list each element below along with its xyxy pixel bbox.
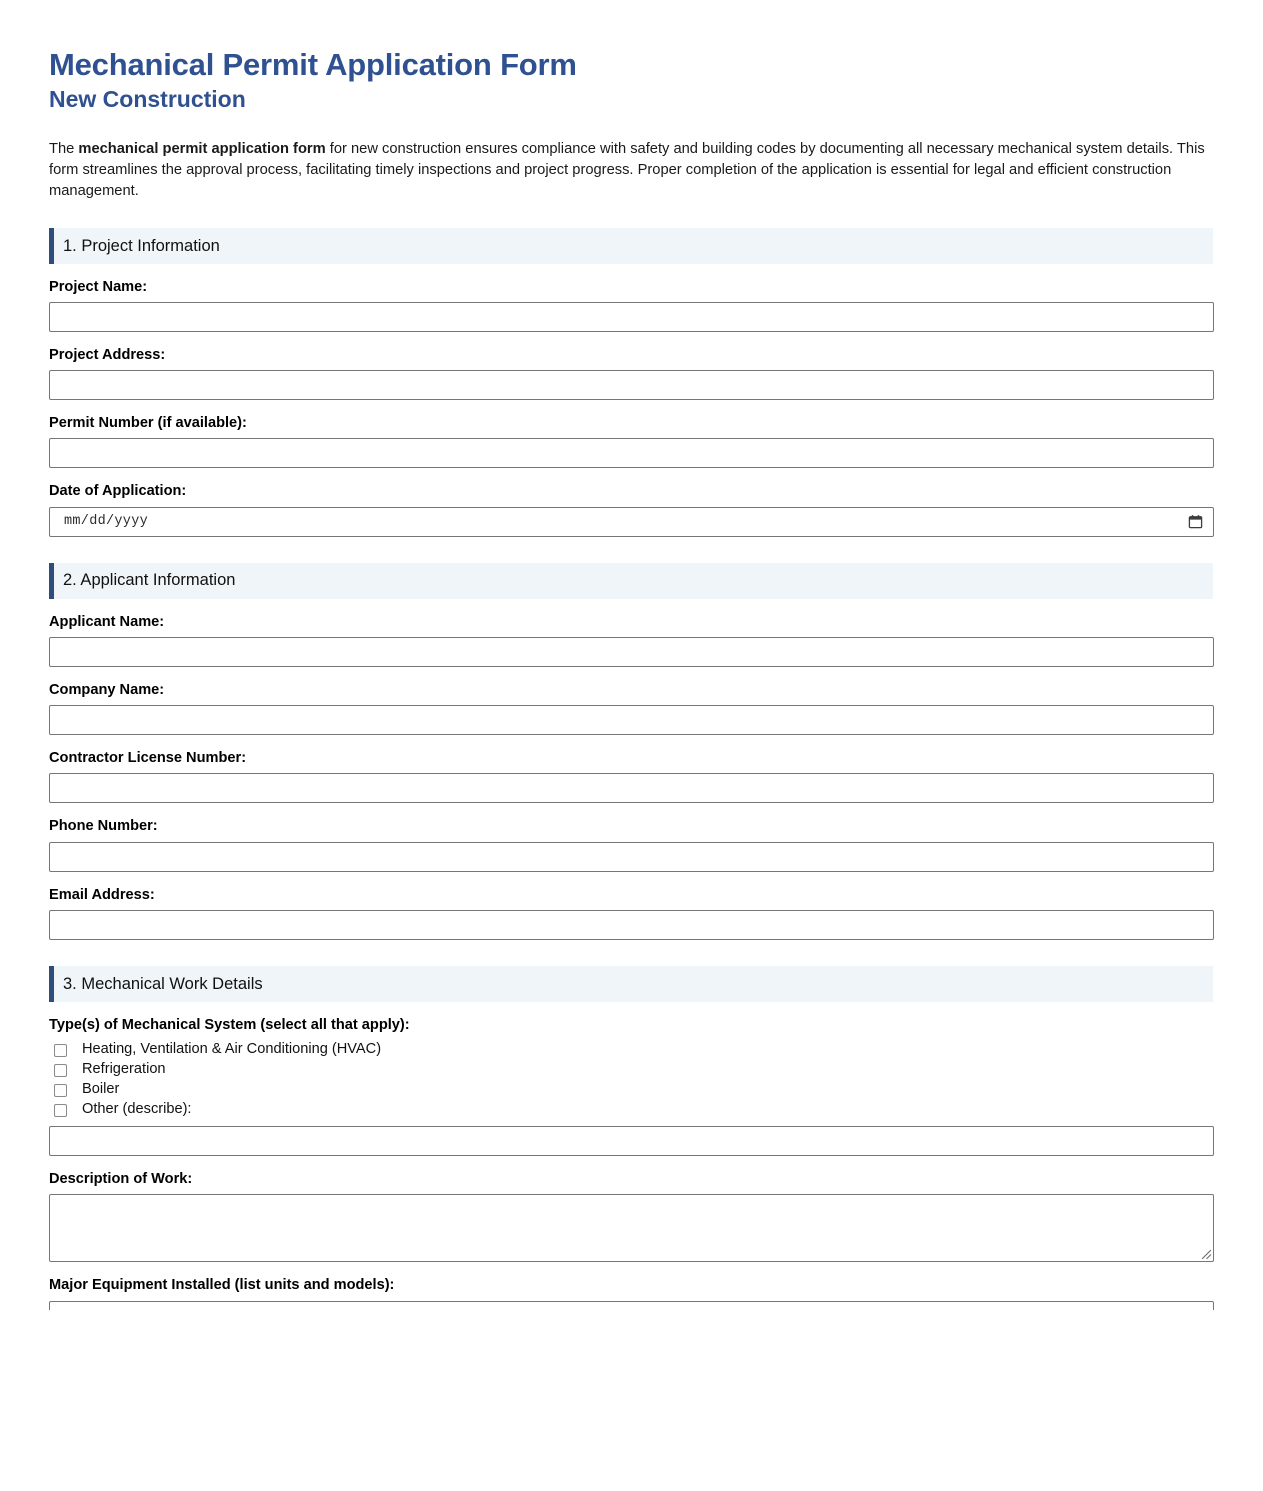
field-description-of-work (49, 1170, 1214, 1262)
intro-prefix: The (49, 141, 79, 158)
description-textarea-wrapper (49, 1194, 1214, 1262)
other-describe-input[interactable] (49, 1126, 1214, 1156)
field-major-equipment (49, 1276, 1214, 1310)
major-equipment-input[interactable] (49, 1301, 1214, 1310)
permit-number-input[interactable] (49, 438, 1214, 468)
section-title: 2. Applicant Information (63, 571, 236, 590)
checkbox-other[interactable] (54, 1104, 67, 1117)
field-company-name (49, 681, 1214, 735)
system-type-checkbox-group (49, 1040, 1214, 1120)
checkbox-row-boiler[interactable] (49, 1080, 1214, 1100)
contractor-license-number-input[interactable] (49, 773, 1214, 803)
field-label: Description of Work: (49, 1171, 193, 1188)
page-title: Mechanical Permit Application Form (49, 47, 577, 82)
field-label: Email Address: (49, 886, 155, 903)
checkbox-refrigeration[interactable] (54, 1064, 67, 1077)
checkbox-label: Heating, Ventilation & Air Conditioning (HVAC) (82, 1041, 382, 1058)
date-input-wrapper (49, 507, 1214, 537)
checkbox-label: Other (describe): (82, 1101, 192, 1118)
company-name-input[interactable] (49, 705, 1214, 735)
intro-rest: for new construction ensures compliance with safety and building codes by documenting all necessary mechanical system details. This form streamlines the approval process, facilitating timely inspections and project progress. Proper completion of the application is essential for legal and efficient construction management. (49, 141, 1205, 199)
checkbox-label: Boiler (82, 1081, 120, 1098)
section-accent-bar (49, 966, 54, 1002)
section-header-project-information (49, 228, 1213, 264)
field-permit-number (49, 414, 1214, 468)
field-project-address (49, 346, 1214, 400)
section-title: 3. Mechanical Work Details (63, 974, 263, 993)
field-system-types (49, 1016, 1214, 1120)
field-label: Phone Number: (49, 818, 158, 835)
checkbox-boiler[interactable] (54, 1084, 67, 1097)
field-project-name (49, 278, 1214, 332)
field-phone-number (49, 817, 1214, 871)
field-date-of-application (49, 482, 1214, 536)
description-of-work-textarea[interactable] (49, 1194, 1214, 1262)
checkbox-hvac[interactable] (54, 1044, 67, 1057)
date-of-application-input[interactable] (49, 507, 1214, 537)
field-email-address (49, 886, 1214, 940)
checkbox-row-other[interactable] (49, 1100, 1214, 1120)
field-contractor-license-number (49, 749, 1214, 803)
section-accent-bar (49, 228, 54, 264)
field-other-describe (49, 1126, 1214, 1156)
field-label: Major Equipment Installed (list units and models): (49, 1277, 395, 1294)
section-header-mechanical-work-details (49, 966, 1213, 1002)
section-header-applicant-information (49, 563, 1213, 599)
checkbox-row-refrigeration[interactable] (49, 1060, 1214, 1080)
field-label: Project Name: (49, 278, 148, 295)
phone-number-input[interactable] (49, 842, 1214, 872)
project-address-input[interactable] (49, 370, 1214, 400)
intro-bold-phrase: mechanical permit application form (78, 141, 326, 158)
field-label: Applicant Name: (49, 613, 165, 630)
project-name-input[interactable] (49, 302, 1214, 332)
field-label: Type(s) of Mechanical System (select all that apply): (49, 1016, 410, 1033)
field-applicant-name (49, 613, 1214, 667)
section-title: 1. Project Information (63, 236, 220, 255)
section-accent-bar (49, 563, 54, 599)
checkbox-row-hvac[interactable] (49, 1040, 1214, 1060)
field-label: Permit Number (if available): (49, 415, 247, 432)
applicant-name-input[interactable] (49, 637, 1214, 667)
document-content (49, 0, 1214, 1310)
checkbox-label: Refrigeration (82, 1061, 166, 1078)
page-subtitle: New Construction (49, 85, 246, 112)
email-address-input[interactable] (49, 910, 1214, 940)
field-label: Project Address: (49, 347, 166, 364)
field-label: Date of Application: (49, 483, 187, 500)
intro-paragraph (49, 112, 1209, 202)
field-label: Contractor License Number: (49, 750, 247, 767)
field-label: Company Name: (49, 681, 165, 698)
